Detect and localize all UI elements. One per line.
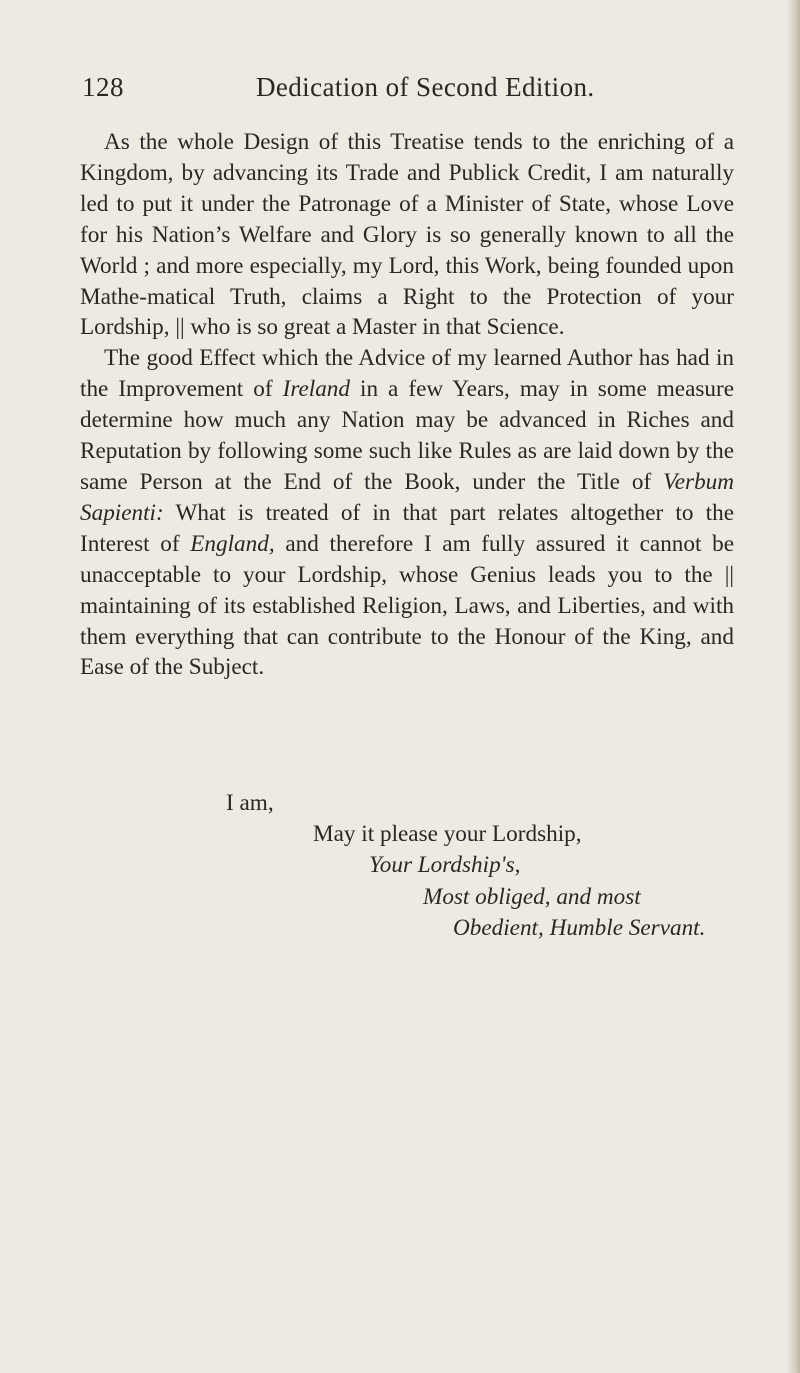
text-run: and therefore I am fully assured it cannot be unacceptable to your Lordship, whose Genius leads you to the || maintaining of its established Religion, Laws, and Liberties, and with them everything that can contribute to the Honour of the King, and Ease of the Subject. [80, 530, 734, 681]
italic-text-run: England, [190, 530, 275, 557]
page-number: 128 [82, 72, 124, 102]
italic-text-run: Verbum Sapienti: [80, 468, 734, 526]
closing-most-obliged: Most obliged, and most [423, 884, 641, 910]
text-run: in a few Years, may in some measure determine how much any Nation may be advanced in Riches and Reputation by following some such like Rules as are laid down by the same Person at the End of the Book, under the Title of [80, 376, 734, 495]
dedication-body [80, 127, 734, 683]
text-run: The good Effect which the Advice of my learned Author has had in the Improvement of [80, 345, 734, 403]
paragraph [80, 127, 734, 343]
text-run: As the whole Design of this Treatise tends to the enriching of a Kingdom, by advancing its Trade and Publick Credit, I am naturally led to put it under the Patronage of a Minister of State, whose Love for his Nation’s Welfare and Glory is so generally known to all the World ; and more especially, my Lord, this Work, being founded upon Mathe-matical Truth, claims a Right to the Protection of your Lordship, || who is so great a Master in that Science. [80, 129, 734, 341]
text-run: What is treated of in that part relates altogether to the Interest of [80, 499, 734, 557]
italic-text-run: Ireland [282, 376, 350, 403]
closing-obedient-servant: Obedient, Humble Servant. [453, 915, 706, 941]
closing-your-lordships: Your Lordship's, [369, 852, 521, 878]
paragraph [80, 343, 734, 683]
running-head-title: Dedication of Second Edition. [256, 72, 595, 102]
closing-i-am: I am, [226, 790, 274, 816]
page-edge-shadow [786, 0, 800, 1373]
running-head [82, 72, 602, 112]
closing-may-it-please: May it please your Lordship, [313, 821, 582, 847]
